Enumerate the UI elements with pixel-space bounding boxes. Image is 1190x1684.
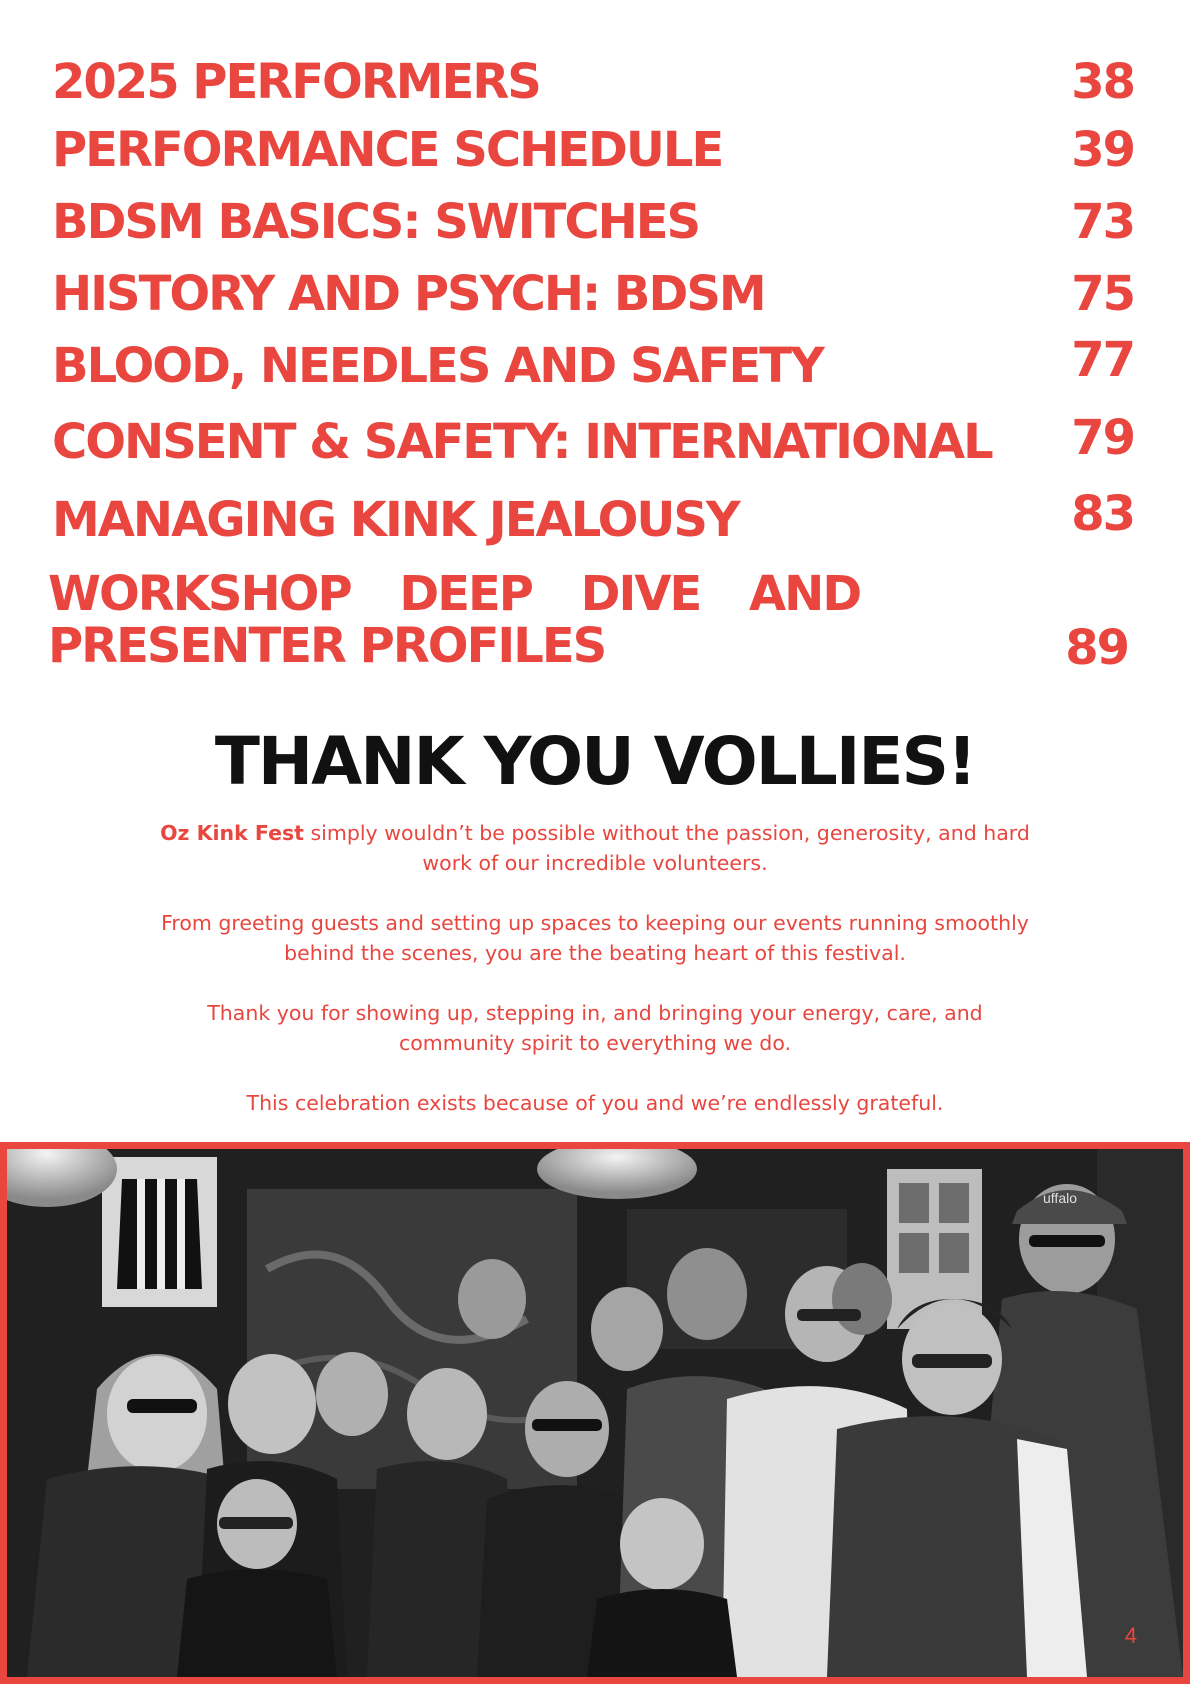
thanks-paragraph-1 [150, 818, 1040, 878]
thanks-message [150, 818, 1040, 1148]
thanks-paragraph-2: From greeting guests and setting up spaces to keeping our events running smoothly behind the scenes, you are the beating heart of this festival. [161, 911, 1029, 965]
thanks-title: THANK YOU VOLLIES! [214, 723, 976, 800]
toc-entry-title: HISTORY AND PSYCH: BDSM [52, 266, 765, 322]
volunteer-group-photo [0, 1142, 1190, 1684]
toc-entry-title: 2025 PERFORMERS [52, 54, 540, 110]
toc-entry-page: 89 [1065, 620, 1128, 676]
thanks-paragraph-4: This celebration exists because of you and we’re endlessly grateful. [246, 1091, 944, 1115]
toc-entry-page: 75 [1071, 266, 1134, 322]
toc-entry-page: 83 [1071, 486, 1134, 542]
thanks-paragraph-1-text: simply wouldn’t be possible without the passion, generosity, and hard work of our incredible volunteers. [303, 821, 1030, 875]
toc-entry-title-line2: PRESENTER PROFILES [48, 618, 606, 674]
toc-entry-page: 39 [1071, 122, 1134, 178]
page-number: 4 [1124, 1623, 1137, 1648]
brand-name: Oz Kink Fest [160, 821, 304, 845]
thanks-paragraph-3: Thank you for showing up, stepping in, and bringing your energy, care, and community spirit to everything we do. [207, 1001, 983, 1055]
toc-entry-title: MANAGING KINK JEALOUSY [52, 492, 739, 548]
cap-logo-text: uffalo [1043, 1190, 1077, 1206]
table-of-contents [0, 0, 1190, 680]
toc-entry-title: PERFORMANCE SCHEDULE [52, 122, 723, 178]
toc-entry-page: 38 [1071, 54, 1134, 110]
toc-entry-page: 73 [1071, 194, 1134, 250]
group-photo-illustration [7, 1149, 1183, 1677]
toc-entry-page: 77 [1071, 332, 1134, 388]
toc-entry-title: CONSENT & SAFETY: INTERNATIONAL [52, 414, 992, 470]
toc-entry-title: BDSM BASICS: SWITCHES [52, 194, 700, 250]
toc-entry-page: 79 [1071, 410, 1134, 466]
toc-entry-title: BLOOD, NEEDLES AND SAFETY [52, 338, 823, 394]
toc-entry-title-line1: WORKSHOP DEEP DIVE AND [48, 566, 861, 622]
